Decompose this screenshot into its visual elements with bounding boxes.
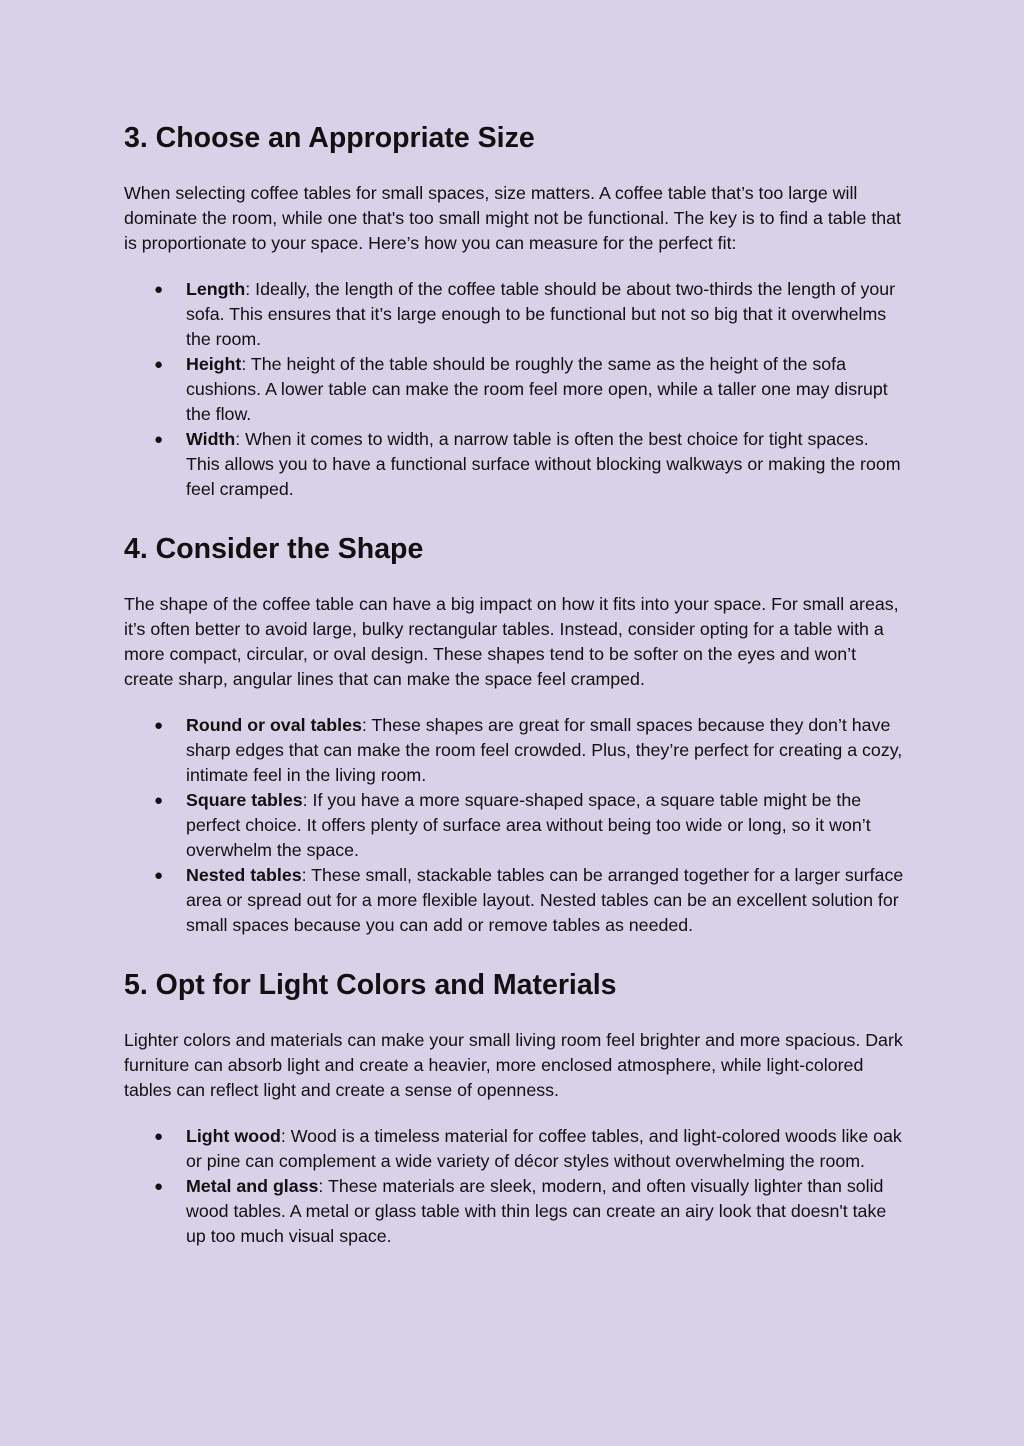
- list-item: [124, 788, 904, 863]
- list-item: [124, 1174, 904, 1249]
- list-item: [124, 713, 904, 788]
- list-item-term: Metal and glass: [186, 1176, 319, 1196]
- list-item-term: Square tables: [186, 790, 303, 810]
- bullet-list: [124, 1124, 904, 1249]
- list-item-text: : The height of the table should be roughly the same as the height of the sofa cushions. A lower table can make the room feel more open, while a taller one may disrupt the flow.: [186, 354, 888, 424]
- list-item-text: : Wood is a timeless material for coffee tables, and light-colored woods like oak or pine can complement a wide variety of décor styles without overwhelming the room.: [186, 1126, 902, 1171]
- list-item-text: : These small, stackable tables can be arranged together for a larger surface area or spread out for a more flexible layout. Nested tables can be an excellent solution for small spaces because you can add or remove tables as needed.: [186, 865, 904, 935]
- bullet-icon: ●: [154, 717, 164, 734]
- section-intro: Lighter colors and materials can make your small living room feel brighter and more spacious. Dark furniture can absorb light and create a heavier, more enclosed atmosphere, while light-colored tables can reflect light and create a sense of openness.: [124, 1030, 903, 1100]
- section-shape: [124, 529, 904, 938]
- section-heading: 4. Consider the Shape: [124, 533, 424, 565]
- list-item-text: : Ideally, the length of the coffee table should be about two-thirds the length of your sofa. This ensures that it’s large enough to be functional but not so big that it overwhelms the room.: [186, 279, 896, 349]
- section-size: [124, 118, 904, 502]
- list-item-text: : These shapes are great for small spaces because they don’t have sharp edges that can make the room feel crowded. Plus, they’re perfect for creating a cozy, intimate feel in the living room.: [186, 715, 903, 785]
- section-heading: 3. Choose an Appropriate Size: [124, 122, 535, 154]
- bullet-icon: ●: [154, 1128, 164, 1145]
- list-item: [124, 277, 904, 352]
- list-item-text: : When it comes to width, a narrow table is often the best choice for tight spaces. This allows you to have a functional surface without blocking walkways or making the room feel cramped.: [186, 429, 901, 499]
- bullet-icon: ●: [154, 867, 164, 884]
- bullet-list: [124, 277, 904, 502]
- list-item-text: : If you have a more square-shaped space, a square table might be the perfect choice. It offers plenty of surface area without being too wide or long, so it won’t overwhelm the space.: [186, 790, 871, 860]
- list-item: [124, 427, 904, 502]
- section-intro: The shape of the coffee table can have a big impact on how it fits into your space. For small areas, it’s often better to avoid large, bulky rectangular tables. Instead, consider opting for a table with a more compact, circular, or oval design. These shapes tend to be softer on the eyes and won’t create sharp, angular lines that can make the space feel cramped.: [124, 594, 899, 689]
- list-item-term: Width: [186, 429, 236, 449]
- bullet-icon: ●: [154, 1178, 164, 1195]
- list-item-text: : These materials are sleek, modern, and often visually lighter than solid wood tables. A metal or glass table with thin legs can create an airy look that doesn't take up too much visual space.: [186, 1176, 887, 1246]
- list-item-term: Nested tables: [186, 865, 302, 885]
- bullet-icon: ●: [154, 356, 164, 373]
- list-item-term: Light wood: [186, 1126, 281, 1146]
- list-item: [124, 1124, 904, 1174]
- document-page: [124, 118, 904, 1276]
- bullet-icon: ●: [154, 431, 164, 448]
- list-item-term: Round or oval tables: [186, 715, 362, 735]
- section-intro: When selecting coffee tables for small spaces, size matters. A coffee table that’s too large will dominate the room, while one that's too small might not be functional. The key is to find a table that is proportionate to your space. Here’s how you can measure for the perfect fit:: [124, 183, 901, 253]
- list-item: [124, 863, 904, 938]
- bullet-icon: ●: [154, 792, 164, 809]
- list-item: [124, 352, 904, 427]
- section-heading: 5. Opt for Light Colors and Materials: [124, 969, 617, 1001]
- bullet-list: [124, 713, 904, 938]
- bullet-icon: ●: [154, 281, 164, 298]
- list-item-term: Height: [186, 354, 242, 374]
- section-colors: [124, 965, 904, 1249]
- list-item-term: Length: [186, 279, 246, 299]
